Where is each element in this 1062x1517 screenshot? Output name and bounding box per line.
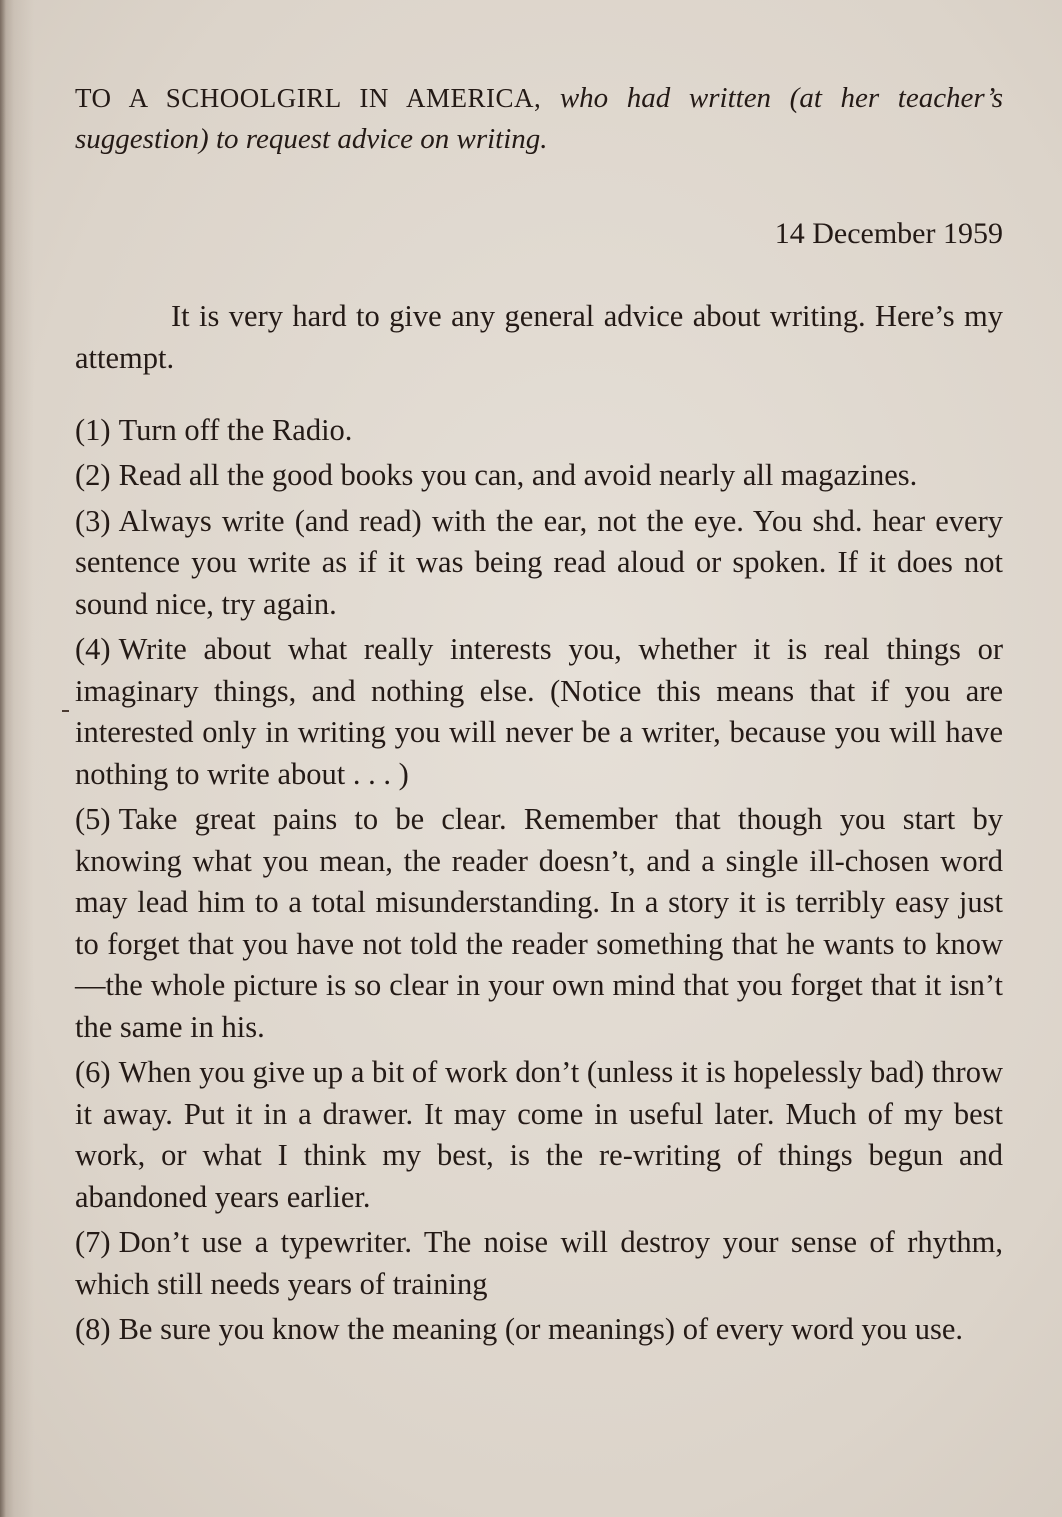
- item-number: (3): [75, 503, 111, 538]
- list-item: [75, 1052, 1003, 1218]
- item-number: (8): [75, 1312, 111, 1346]
- item-number: (1): [75, 412, 111, 447]
- list-item: [75, 629, 1003, 795]
- list-item: [75, 410, 1003, 452]
- item-number: (4): [75, 632, 111, 666]
- list-item: [75, 1222, 1003, 1305]
- letter-text: [75, 78, 1003, 1355]
- recipient-caption: TO A SCHOOLGIRL IN AMERICA,: [75, 83, 542, 113]
- item-text: Take great pains to be clear. Remember that though you start by knowing what you mean, the reader doesn’t, and a single ill-chosen word may lead him to a total misunderstanding. In a story it is terribly easy just to forget that you have not told the reader something that he wants to know—the whole picture is so clear in your own mind that you forget that it isn’t the same in his.: [75, 802, 1003, 1044]
- margin-mark: [62, 710, 69, 712]
- item-number: (7): [75, 1225, 111, 1259]
- item-text: When you give up a bit of work don’t (unless it is hopelessly bad) throw it away. Put it in a drawer. It may come in useful later. Much of my best work, or what I think my best, is the re-writing of things begun and abandoned years earlier.: [75, 1055, 1003, 1214]
- list-item: [75, 455, 1003, 497]
- list-item: [75, 501, 1003, 626]
- item-text: Always write (and read) with the ear, not the eye. You shd. hear every sentence you write as if it was being read aloud or spoken. If it does not sound nice, try again.: [75, 503, 1003, 621]
- list-item: [75, 799, 1003, 1048]
- list-item: [75, 1309, 1003, 1351]
- item-number: (5): [75, 802, 111, 836]
- item-text: Turn off the Radio.: [118, 412, 353, 447]
- letter-date: 14 December 1959: [774, 217, 1003, 250]
- item-text: Write about what really interests you, whether it is real things or imaginary things, and nothing else. (Notice this means that if you are interested only in writing you will never be a writer, because you will have nothing to write about . . . ): [75, 632, 1003, 791]
- letter-heading: [75, 78, 1003, 160]
- item-text: Be sure you know the meaning (or meanings) of every word you use.: [118, 1312, 964, 1346]
- item-text: Read all the good books you can, and avoid nearly all magazines.: [118, 458, 918, 492]
- intro-paragraph: It is very hard to give any general advice about writing. Here’s my attempt.: [75, 299, 1003, 375]
- heading-description: who had written (at her teacher’s suggestion) to request advice on writing.: [75, 82, 1003, 155]
- advice-list: [75, 410, 1003, 1351]
- item-number: (6): [75, 1055, 111, 1089]
- item-number: (2): [75, 458, 111, 492]
- item-text: Don’t use a typewriter. The noise will destroy your sense of rhythm, which still needs years of training: [75, 1225, 1003, 1301]
